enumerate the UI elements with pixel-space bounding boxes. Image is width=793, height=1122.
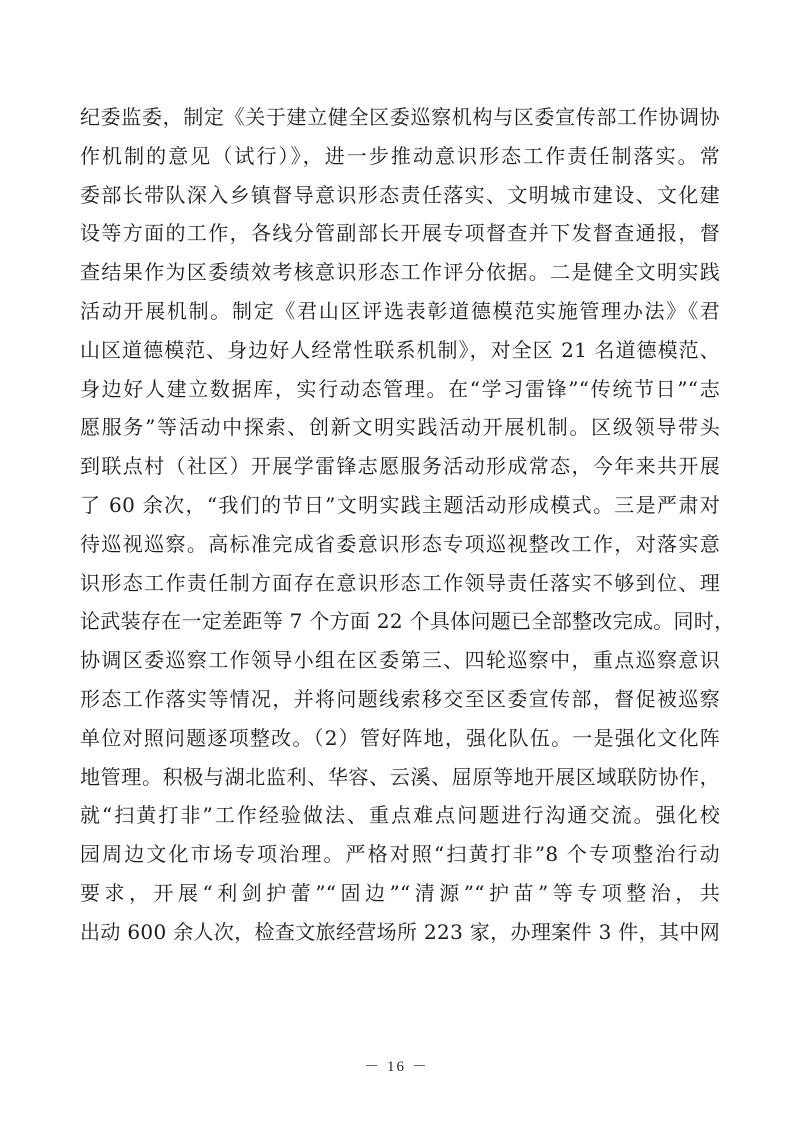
text-line: 识形态工作责任制方面存在意识形态工作领导责任落实不够到位、理 [80, 570, 720, 595]
page-number: － 16 － [364, 1059, 429, 1075]
body-text [80, 98, 735, 952]
text-line: 到联点村（社区）开展学雷锋志愿服务活动形成常态，今年来共开展 [80, 454, 720, 479]
text-line: 园周边文化市场专项治理。严格对照“扫黄打非”8 个专项整治行动 [80, 842, 720, 867]
text-line: 作机制的意见（试行）》，进一步推动意识形态工作责任制落实。常 [80, 143, 720, 168]
text-line: 身边好人建立数据库，实行动态管理。在“学习雷锋”“传统节日”“志 [80, 376, 720, 401]
text-line: 查结果作为区委绩效考核意识形态工作评分依据。二是健全文明实践 [80, 260, 720, 285]
text-line: 就“扫黄打非”工作经验做法、重点难点问题进行沟通交流。强化校 [80, 803, 720, 828]
text-line: 委部长带队深入乡镇督导意识形态责任落实、文明城市建设、文化建 [80, 182, 720, 207]
text-line: 待巡视巡察。高标准完成省委意识形态专项巡视整改工作，对落实意 [80, 531, 720, 556]
text-line: 协调区委巡察工作领导小组在区委第三、四轮巡察中，重点巡察意识 [80, 648, 720, 673]
text-line: 论武装存在一定差距等 7 个方面 22 个具体问题已全部整改完成。同时， [80, 609, 735, 634]
text-line: 单位对照问题逐项整改。（2）管好阵地，强化队伍。一是强化文化阵 [80, 725, 720, 750]
text-line: 出动 600 余人次，检查文旅经营场所 223 家，办理案件 3 件，其中网 [80, 919, 720, 944]
text-line: 形态工作落实等情况，并将问题线索移交至区委宣传部，督促被巡察 [80, 686, 720, 711]
text-line: 要求，开展“利剑护蕾”“固边”“清源”“护苗”等专项整治，共 [80, 880, 720, 905]
text-line: 活动开展机制。制定《君山区评选表彰道德模范实施管理办法》《君 [80, 298, 720, 323]
text-line: 地管理。积极与湖北监利、华容、云溪、屈原等地开展区域联防协作， [80, 764, 720, 789]
text-line: 山区道德模范、身边好人经常性联系机制》，对全区 21 名道德模范、 [80, 337, 720, 362]
text-line: 愿服务”等活动中探索、创新文明实践活动开展机制。区级领导带头 [80, 415, 720, 440]
text-line: 了 60 余次，“我们的节日”文明实践主题活动形成模式。三是严肃对 [80, 492, 720, 517]
text-line: 设等方面的工作，各线分管副部长开展专项督查并下发督查通报，督 [80, 221, 720, 246]
text-line: 纪委监委，制定《关于建立健全区委巡察机构与区委宣传部工作协调协 [80, 105, 720, 129]
